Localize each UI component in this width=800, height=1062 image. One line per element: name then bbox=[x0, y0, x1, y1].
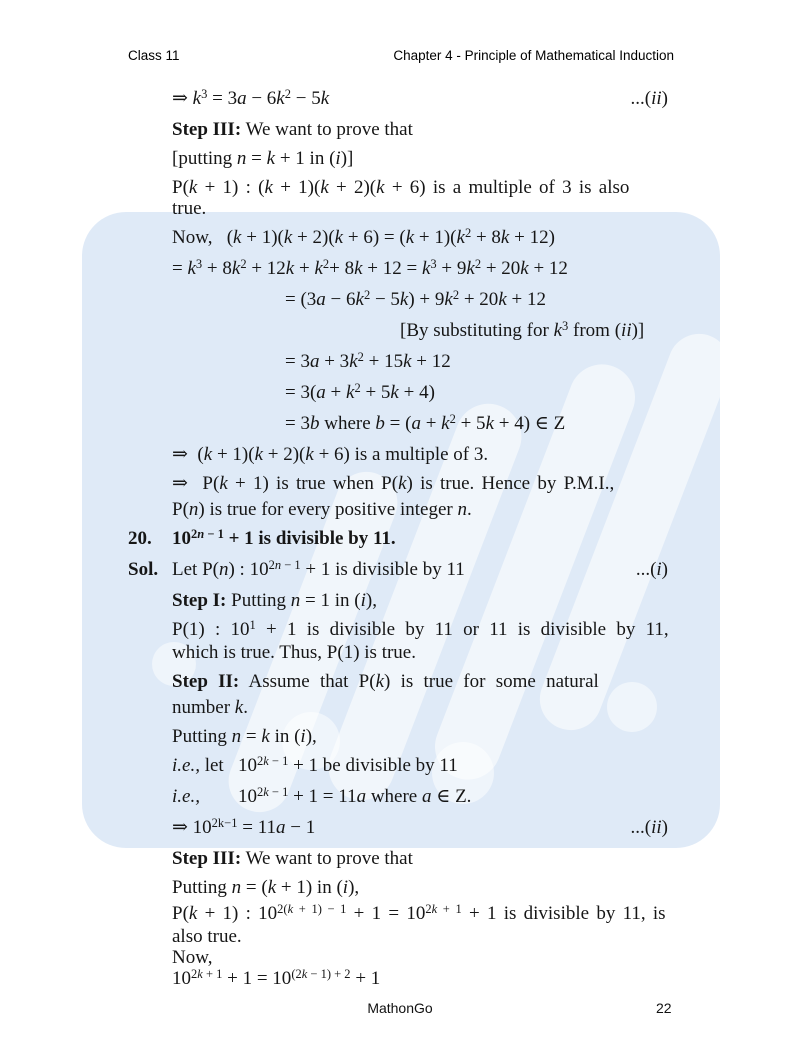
page-footer bbox=[0, 1000, 800, 1016]
text-segment: 2 bbox=[268, 557, 275, 572]
text-line bbox=[172, 968, 668, 991]
text-segment: k bbox=[219, 473, 228, 494]
text-segment: k bbox=[390, 382, 399, 403]
text-line bbox=[172, 903, 668, 926]
text-segment: k bbox=[231, 258, 241, 279]
text-segment: We want to prove that bbox=[241, 119, 413, 140]
text-segment: let 10 bbox=[199, 755, 257, 776]
text-segment: 2 bbox=[240, 256, 247, 271]
text-segment: = bbox=[241, 726, 262, 747]
text-segment: i bbox=[656, 559, 662, 580]
text-segment: 2 bbox=[425, 901, 432, 916]
text-segment: ), bbox=[305, 726, 317, 747]
text-segment: 2k−1 bbox=[211, 815, 238, 830]
text-segment: ) is true for every positive integer bbox=[198, 499, 458, 520]
text-segment: ii bbox=[621, 320, 632, 341]
text-segment: 10 bbox=[199, 786, 257, 807]
text-segment: k bbox=[520, 258, 529, 279]
text-segment: + 1) in ( bbox=[276, 877, 343, 898]
text-segment: k bbox=[254, 444, 263, 465]
text-segment: Sol. bbox=[128, 559, 159, 580]
text-segment: ⇒ ( bbox=[172, 444, 204, 465]
text-line bbox=[128, 557, 668, 582]
text-segment: k bbox=[320, 88, 330, 109]
text-segment: k bbox=[405, 227, 415, 248]
page-header bbox=[128, 48, 674, 63]
text-line bbox=[172, 817, 668, 840]
equation-tag bbox=[631, 817, 668, 838]
text-line bbox=[172, 198, 668, 219]
text-line bbox=[172, 848, 668, 869]
text-segment: + 1) is true when P( bbox=[227, 473, 399, 494]
text-segment: n bbox=[218, 559, 229, 580]
text-segment: + 2)( bbox=[263, 444, 306, 465]
text-segment: 2 bbox=[322, 256, 330, 271]
text-segment: = ( bbox=[384, 413, 412, 434]
text-segment: = 3 bbox=[285, 351, 310, 372]
text-segment: a bbox=[356, 786, 367, 807]
text-segment: = 3 bbox=[207, 88, 238, 109]
text-segment: Step III: bbox=[172, 848, 242, 869]
text-segment: P( bbox=[172, 499, 189, 520]
text-segment: a bbox=[237, 88, 247, 109]
text-line bbox=[172, 947, 668, 968]
text-segment: ...( bbox=[630, 88, 652, 109]
text-segment: P( bbox=[172, 903, 189, 924]
text-segment: a bbox=[411, 413, 421, 434]
text-line bbox=[172, 499, 668, 520]
text-segment: k bbox=[287, 901, 294, 916]
solution-text bbox=[0, 80, 800, 991]
text-segment: + 6) is a multiple of 3 is also bbox=[384, 177, 630, 198]
text-segment: + 20 bbox=[481, 258, 521, 279]
text-segment: k bbox=[553, 320, 563, 341]
text-line bbox=[172, 726, 668, 747]
text-line bbox=[285, 382, 668, 405]
text-segment: + 6) is a multiple of 3. bbox=[313, 444, 489, 465]
text-segment: + 6) = ( bbox=[343, 227, 406, 248]
text-segment: 2 bbox=[191, 966, 198, 981]
text-line bbox=[172, 148, 668, 169]
text-line bbox=[172, 444, 668, 465]
text-segment: + 8 bbox=[471, 227, 501, 248]
text-segment: 2 bbox=[464, 225, 472, 240]
text-segment: k bbox=[376, 177, 385, 198]
text-segment: + bbox=[294, 258, 315, 279]
text-segment: k bbox=[349, 351, 358, 372]
text-segment: + 1 in ( bbox=[275, 148, 336, 169]
text-segment: k bbox=[444, 289, 453, 310]
text-segment: true. bbox=[172, 198, 207, 219]
text-segment: 2 bbox=[449, 411, 456, 426]
text-segment: ) bbox=[661, 88, 668, 109]
text-segment: i.e., bbox=[172, 786, 200, 807]
text-segment: i bbox=[360, 590, 366, 611]
text-segment: Step I: bbox=[172, 590, 227, 611]
text-segment: k bbox=[267, 877, 277, 898]
text-segment: − 5 bbox=[290, 88, 321, 109]
text-segment: k bbox=[263, 784, 269, 799]
text-segment: 3 bbox=[195, 256, 203, 271]
text-segment: [By substituting for bbox=[400, 320, 554, 341]
text-segment: 2( bbox=[277, 901, 288, 916]
footer-page-number: 22 bbox=[656, 1000, 672, 1016]
text-segment: k bbox=[283, 227, 293, 248]
text-segment: Assume that P( bbox=[239, 671, 376, 692]
text-segment: k bbox=[334, 227, 344, 248]
text-segment: 2 bbox=[357, 349, 364, 364]
text-segment: Now, bbox=[172, 947, 213, 968]
text-segment: k bbox=[354, 258, 363, 279]
text-segment: k bbox=[234, 697, 244, 718]
text-segment: − 1 bbox=[285, 817, 316, 838]
text-line bbox=[128, 526, 668, 551]
text-line bbox=[172, 642, 668, 663]
text-segment: ...( bbox=[635, 559, 657, 580]
text-segment: a bbox=[316, 289, 326, 310]
text-segment: = 3 bbox=[285, 413, 310, 434]
text-segment: + 5 bbox=[360, 382, 391, 403]
text-segment: − 5 bbox=[370, 289, 400, 310]
line-label bbox=[128, 559, 172, 580]
text-segment: ) bbox=[661, 817, 668, 838]
text-segment: + 4) ∈ Z bbox=[494, 413, 566, 434]
text-segment: + 1 bbox=[350, 968, 381, 989]
text-segment: k bbox=[375, 671, 385, 692]
text-segment: k bbox=[285, 258, 295, 279]
text-segment: Putting bbox=[172, 877, 232, 898]
text-segment: k bbox=[188, 177, 198, 198]
text-segment: + 15 bbox=[363, 351, 404, 372]
text-line bbox=[172, 671, 668, 692]
text-line bbox=[172, 88, 668, 111]
text-segment: ) : 10 bbox=[228, 559, 269, 580]
text-segment: ), bbox=[365, 590, 377, 611]
text-segment: + 1 is divisible by 11. bbox=[223, 528, 396, 549]
text-line bbox=[172, 786, 668, 809]
text-segment: + 1 = 10 bbox=[222, 968, 292, 989]
text-segment: a bbox=[276, 817, 286, 838]
text-segment: b bbox=[309, 413, 320, 434]
text-line bbox=[285, 289, 668, 312]
text-segment: i bbox=[342, 877, 349, 898]
text-segment: n bbox=[197, 526, 205, 541]
text-segment: Now, ( bbox=[172, 227, 234, 248]
text-segment: n bbox=[236, 148, 247, 169]
text-segment: . bbox=[466, 499, 472, 520]
text-segment: + 12 bbox=[506, 289, 546, 310]
text-segment: )] bbox=[340, 148, 354, 169]
text-line bbox=[172, 877, 668, 898]
text-segment: 2 bbox=[452, 287, 460, 302]
text-line bbox=[172, 177, 668, 198]
text-segment: ∈ Z. bbox=[431, 786, 472, 807]
text-segment: k bbox=[314, 258, 323, 279]
text-segment: k bbox=[264, 177, 273, 198]
text-segment: )] bbox=[631, 320, 645, 341]
text-line bbox=[400, 320, 668, 343]
text-segment: = 1 in ( bbox=[300, 590, 361, 611]
text-segment: + 1 be divisible by 11 bbox=[288, 755, 458, 776]
text-segment: n bbox=[188, 499, 199, 520]
text-segment: 2 bbox=[354, 380, 361, 395]
text-segment: where bbox=[319, 413, 376, 434]
text-segment: − 1 bbox=[268, 753, 289, 768]
text-segment: 10 bbox=[172, 528, 191, 549]
text-segment: 2 bbox=[191, 526, 198, 541]
text-segment: Step II: bbox=[172, 671, 240, 692]
text-segment: P(1) : 10 bbox=[172, 619, 250, 640]
text-segment: k bbox=[399, 289, 409, 310]
text-segment: k bbox=[276, 88, 285, 109]
text-segment: n bbox=[457, 499, 467, 520]
text-segment: k bbox=[355, 289, 364, 310]
text-segment: + 8 bbox=[202, 258, 232, 279]
text-segment: + 1)( bbox=[241, 227, 284, 248]
text-segment: + 12 bbox=[411, 351, 451, 372]
text-segment: k bbox=[305, 444, 314, 465]
text-segment: − 1 bbox=[268, 784, 289, 799]
text-segment: + 1 = 11 bbox=[288, 786, 357, 807]
text-segment: ) bbox=[661, 559, 668, 580]
text-segment: + 1 bbox=[202, 966, 223, 981]
text-line bbox=[172, 590, 668, 611]
text-segment: 3 bbox=[430, 256, 437, 271]
header-chapter-title: Chapter 4 - Principle of Mathematical Induction bbox=[393, 48, 674, 63]
text-segment: k bbox=[456, 227, 465, 248]
text-segment: k bbox=[301, 966, 308, 981]
text-segment: + 1)( bbox=[272, 177, 321, 198]
text-segment: ii bbox=[651, 88, 662, 109]
text-segment: k bbox=[192, 88, 202, 109]
text-segment: k bbox=[263, 753, 269, 768]
text-segment: 3 bbox=[201, 86, 208, 101]
text-segment: + 1 = 10 bbox=[346, 903, 426, 924]
text-segment: + 12 bbox=[246, 258, 286, 279]
text-segment: Step III: bbox=[172, 119, 242, 140]
text-segment: a bbox=[309, 351, 320, 372]
text-segment: n bbox=[274, 557, 282, 572]
text-segment: + 8 bbox=[329, 258, 355, 279]
text-segment: k bbox=[466, 258, 475, 279]
text-segment: = ( bbox=[241, 877, 268, 898]
text-line bbox=[172, 258, 668, 281]
text-segment: ii bbox=[651, 817, 662, 838]
text-segment: = 11 bbox=[237, 817, 276, 838]
text-segment: k bbox=[187, 258, 196, 279]
text-line bbox=[172, 697, 668, 718]
text-segment: + 2)( bbox=[328, 177, 377, 198]
text-segment: (2 bbox=[291, 966, 302, 981]
text-segment: 2 bbox=[474, 256, 482, 271]
text-segment: from ( bbox=[568, 320, 622, 341]
text-segment: k bbox=[197, 966, 203, 981]
text-segment: ⇒ 10 bbox=[172, 817, 212, 838]
text-segment: k bbox=[498, 289, 507, 310]
text-segment: k bbox=[320, 177, 329, 198]
text-line bbox=[172, 473, 668, 494]
text-segment: − 1 bbox=[281, 557, 301, 572]
text-segment: − 6 bbox=[246, 88, 277, 109]
text-segment: ...( bbox=[630, 817, 652, 838]
text-segment: + 1 is divisible by 11 bbox=[300, 559, 465, 580]
text-segment: − 1 bbox=[204, 526, 224, 541]
text-line bbox=[172, 755, 668, 778]
text-segment: which is true. Thus, P(1) is true. bbox=[172, 642, 416, 663]
text-segment: ) is true for some natural bbox=[384, 671, 599, 692]
text-segment: + 12 = bbox=[362, 258, 422, 279]
text-segment: 2 bbox=[256, 753, 264, 768]
text-segment: + 9 bbox=[436, 258, 467, 279]
text-segment: + bbox=[420, 413, 442, 434]
text-segment: + 1) : ( bbox=[197, 177, 265, 198]
text-segment: ), bbox=[348, 877, 360, 898]
text-segment: ) is true. Hence by P.M.I., bbox=[406, 473, 615, 494]
text-segment: k bbox=[261, 726, 270, 747]
text-segment: ⇒ bbox=[172, 88, 193, 109]
text-segment: ⇒ P( bbox=[172, 473, 220, 494]
text-segment: k bbox=[233, 227, 242, 248]
text-segment: = bbox=[172, 258, 188, 279]
text-segment: + 2)( bbox=[292, 227, 335, 248]
text-line bbox=[285, 351, 668, 374]
text-segment: P( bbox=[172, 177, 189, 198]
text-segment: + 1 bbox=[437, 901, 462, 916]
text-segment: ) + 9 bbox=[408, 289, 445, 310]
text-segment: + 12 bbox=[528, 258, 568, 279]
text-segment: 20. bbox=[128, 528, 152, 549]
text-segment: 2 bbox=[256, 784, 264, 799]
text-segment: k bbox=[431, 901, 438, 916]
text-segment: i.e., bbox=[172, 755, 200, 776]
text-line bbox=[285, 413, 668, 436]
text-segment: = bbox=[246, 148, 267, 169]
text-line bbox=[172, 619, 668, 642]
text-segment: k bbox=[403, 351, 412, 372]
text-segment: + bbox=[325, 382, 347, 403]
text-segment: + 1)( bbox=[212, 444, 255, 465]
text-segment: 1 bbox=[249, 617, 256, 632]
text-segment: k bbox=[346, 382, 355, 403]
text-segment: − 6 bbox=[325, 289, 356, 310]
line-label bbox=[128, 528, 172, 549]
equation-tag bbox=[631, 88, 668, 109]
text-segment: a bbox=[422, 786, 432, 807]
text-segment: We want to prove that bbox=[241, 848, 413, 869]
text-segment: + 1 is divisible by 11, is bbox=[461, 903, 666, 924]
text-segment: − 1) + 2 bbox=[307, 966, 351, 981]
text-segment: 3 bbox=[562, 318, 569, 333]
text-segment: n bbox=[231, 877, 242, 898]
text-segment: + 1) : 10 bbox=[197, 903, 278, 924]
text-segment: k bbox=[485, 413, 494, 434]
text-segment: + 1 is divisible by 11 or 11 is divisible by 11, bbox=[255, 619, 669, 640]
text-segment: n bbox=[231, 726, 242, 747]
text-segment: k bbox=[203, 444, 213, 465]
text-segment: [putting bbox=[172, 148, 237, 169]
text-segment: + 3 bbox=[319, 351, 350, 372]
text-segment: k bbox=[398, 473, 407, 494]
text-segment: also true. bbox=[172, 926, 242, 947]
text-segment: in ( bbox=[269, 726, 301, 747]
text-line bbox=[172, 227, 668, 250]
text-segment: k bbox=[188, 903, 198, 924]
text-segment: + 12) bbox=[509, 227, 555, 248]
text-segment: where bbox=[366, 786, 422, 807]
text-segment: number bbox=[172, 697, 235, 718]
text-segment: Putting bbox=[172, 726, 232, 747]
text-segment: k bbox=[441, 413, 450, 434]
text-segment: i bbox=[335, 148, 341, 169]
text-segment: = (3 bbox=[285, 289, 317, 310]
text-segment: . bbox=[243, 697, 248, 718]
text-segment: b bbox=[375, 413, 385, 434]
footer-brand: MathonGo bbox=[367, 1000, 433, 1016]
equation-tag bbox=[636, 559, 668, 580]
text-segment: + 1) − 1 bbox=[293, 901, 347, 916]
text-segment: k bbox=[266, 148, 276, 169]
text-segment: 2 bbox=[284, 86, 291, 101]
text-line bbox=[172, 926, 668, 947]
text-segment: 2 bbox=[363, 287, 371, 302]
text-segment: k bbox=[421, 258, 431, 279]
text-segment: i bbox=[300, 726, 306, 747]
text-segment: n bbox=[290, 590, 301, 611]
text-segment: + 5 bbox=[455, 413, 486, 434]
header-class-label: Class 11 bbox=[128, 48, 180, 63]
text-segment: a bbox=[316, 382, 326, 403]
text-segment: Let P( bbox=[172, 559, 219, 580]
text-segment: Putting bbox=[226, 590, 291, 611]
text-segment: + 20 bbox=[459, 289, 499, 310]
text-segment: + 1)( bbox=[414, 227, 457, 248]
text-line bbox=[172, 119, 668, 140]
text-segment: k bbox=[500, 227, 510, 248]
text-segment: 10 bbox=[172, 968, 191, 989]
text-segment: = 3( bbox=[285, 382, 317, 403]
text-segment: + 4) bbox=[398, 382, 435, 403]
